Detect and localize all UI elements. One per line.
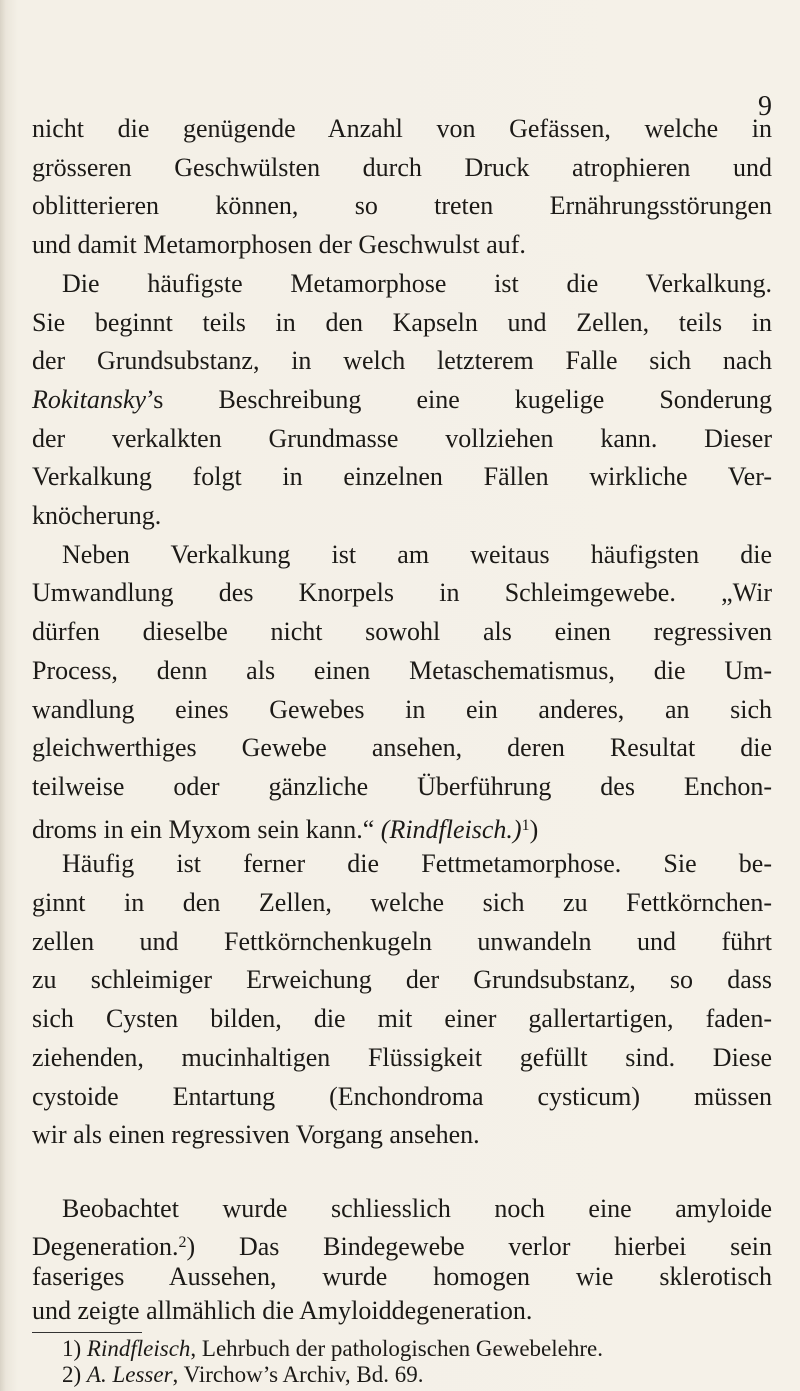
text-line: der verkalkten Grundmasse vollziehen kann. Dieser — [32, 423, 772, 453]
text-fragment: Das Bindegewebe verlor hierbei sein — [238, 1232, 773, 1261]
footnote-author: Rindfleisch — [86, 1336, 191, 1361]
footnote-ref: 2 — [178, 1234, 187, 1251]
text-line: zellen und Fettkörnchenkugeln unwandeln und führt — [32, 926, 772, 956]
text-line: Beobachtet wurde schliesslich noch eine amyloide — [62, 1194, 772, 1223]
text-line: sich Cysten bilden, die mit einer gallertartigen, faden- — [32, 1004, 772, 1034]
text-line: oblitterieren können, so treten Ernährungsstörungen — [32, 191, 772, 221]
text-line: Sie beginnt teils in den Kapseln und Zellen, teils in — [32, 307, 772, 337]
text-line: Häufig ist ferner die Fettmetamorphose. Sie be- — [62, 849, 772, 879]
footnote-marker: 2) — [62, 1362, 82, 1387]
text-line: ziehenden, mucinhaltigen Flüssigkeit gefüllt sind. Diese — [32, 1042, 772, 1072]
text-line: Degeneration.$^2$) Das Bindegewebe verlor hierbei sein — [32, 1232, 773, 1261]
text-line: zu schleimiger Erweichung der Grundsubstanz, so dass — [32, 965, 772, 995]
footnote-author: A. Lesser — [86, 1362, 173, 1387]
text-line: cystoide Entartung (Enchondroma cysticum) müssen — [32, 1081, 772, 1111]
footnote-rule — [32, 1332, 142, 1333]
text-line — [32, 383, 772, 417]
text-line: der Grundsubstanz, in welch letzterem Falle sich nach — [32, 346, 772, 376]
text-line: und damit Metamorphosen der Geschwulst auf. — [32, 230, 526, 260]
footnote-text: , Lehrbuch der pathologischen Gewebelehre. — [190, 1336, 603, 1361]
text-line: Die häufigste Metamorphose ist die Verkalkung. — [62, 268, 772, 298]
text-line: faseriges Aussehen, wurde homogen wie sklerotisch — [32, 1262, 772, 1291]
text-line: knöcherung. — [32, 501, 162, 530]
footnote-text: , Virchow’s Archiv, Bd. 69. — [172, 1362, 424, 1387]
text-line: wandlung eines Gewebes in ein anderes, an sich — [32, 694, 772, 724]
footnote-ref: 1 — [521, 816, 530, 834]
text-line: wir als einen regressiven Vorgang ansehen. — [32, 1120, 480, 1150]
text-line: gleichwerthiges Gewebe ansehen, deren Resultat die — [32, 733, 772, 763]
possessive-suffix: ’s — [146, 384, 164, 414]
text-line: Neben Verkalkung ist am weitaus häufigsten die — [62, 539, 772, 569]
author-name: Rokitansky — [32, 384, 147, 414]
footnote-marker: 1) — [62, 1336, 82, 1361]
citation: (Rindfleisch.) — [380, 814, 522, 844]
text-line: grösseren Geschwülsten durch Druck atrophieren und — [32, 152, 772, 182]
text-line: dürfen dieselbe nicht sowohl als einen regressiven — [32, 617, 772, 647]
text-fragment: Beschreibung eine kugelige Sonderung — [218, 384, 772, 414]
text-fragment: droms in ein Myxom sein kann.“ — [32, 814, 375, 844]
text-fragment: Degeneration. — [32, 1232, 179, 1261]
text-line: ginnt in den Zellen, welche sich zu Fettkörnchen- — [32, 888, 772, 917]
footnote-2 — [62, 1360, 424, 1390]
text-line: teilweise oder gänzliche Überführung des Enchon- — [32, 771, 772, 801]
text-line: und zeigte allmählich die Amyloiddegeneration. — [32, 1296, 533, 1325]
page-number: 9 — [758, 91, 772, 122]
text-line: Process, denn als einen Metaschematismus, die Um- — [32, 655, 772, 685]
text-line: nicht die genügende Anzahl von Gefässen, welche in — [32, 114, 772, 143]
text-line: Umwandlung des Knorpels in Schleimgewebe. „Wir — [32, 578, 772, 608]
text-line: droms in ein Myxom sein kann.“ (Rindfleisch.)$^1$) — [32, 814, 539, 844]
text-line: Verkalkung folgt in einzelnen Fällen wirkliche Ver- — [32, 462, 772, 492]
